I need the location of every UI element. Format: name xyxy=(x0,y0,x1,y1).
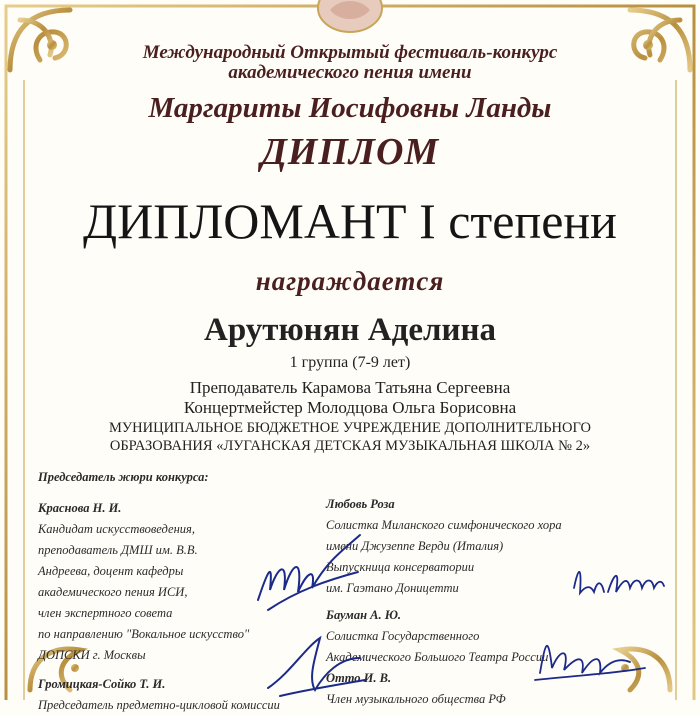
jury-member xyxy=(38,498,280,519)
age-group: 1 группа (7-9 лет) xyxy=(289,354,411,371)
festival-title-line1: Международный Открытый фестиваль-конкурс xyxy=(142,42,558,63)
teacher-line: Преподаватель Карамова Татьяна Сергеевна xyxy=(189,378,511,397)
accompanist-line: Концертмейстер Молодцова Ольга Борисовна xyxy=(183,398,517,417)
jury-member-credential: им. Гаэтано Доницетти xyxy=(326,581,459,595)
recipient-name: Арутюнян Аделина xyxy=(203,312,497,348)
jury-member-name: Отто И. В. xyxy=(326,671,392,685)
jury-right-column xyxy=(326,494,562,710)
jury-member-credential: академического пения ИСИ, xyxy=(38,585,188,599)
jury-member-credential: преподаватель ДМШ им. В.В. xyxy=(38,543,198,557)
jury-member-credential: ДОПСКИ г. Москвы xyxy=(38,648,146,662)
jury-member-credential: Академического Большого Театра России xyxy=(326,650,549,664)
jury-member-name: Краснова Н. И. xyxy=(38,501,122,515)
jury-chair-label: Председатель жюри конкурса: xyxy=(38,470,209,484)
festival-title-line3: Маргариты Иосифовны Ланды xyxy=(148,92,552,124)
jury-member-name: Любовь Роза xyxy=(326,497,395,511)
jury-member-credential: Председатель предметно-цикловой комиссии xyxy=(38,698,280,712)
jury-member-credential: Член музыкального общества РФ xyxy=(326,692,506,706)
jury-member-credential: член экспертного совета xyxy=(38,606,173,620)
jury-member-credential: имени Джузеппе Верди (Италия) xyxy=(326,539,504,553)
jury-member-name: Бауман А. Ю. xyxy=(326,608,402,622)
jury-member xyxy=(326,494,562,515)
school-name-line1: МУНИЦИПАЛЬНОЕ БЮДЖЕТНОЕ УЧРЕЖДЕНИЕ ДОПОЛНИТЕЛЬНОГО xyxy=(109,420,591,436)
jury-member xyxy=(326,605,562,626)
jury-member xyxy=(38,674,280,695)
jury-member-credential: Кандидат искусствоведения, xyxy=(38,522,195,536)
jury-left-column xyxy=(38,498,280,716)
awarded-label: награждается xyxy=(255,266,445,296)
jury-member-credential: Солистка Государственного xyxy=(326,629,480,643)
jury-member-credential: Выпускница консерватории xyxy=(326,560,475,574)
diploma-title: ДИПЛОМ xyxy=(260,131,440,173)
jury-member-credential: Андреева, доцент кафедры xyxy=(38,564,184,578)
jury-member-name: Громицкая-Сойко Т. И. xyxy=(38,677,166,691)
jury-member-credential: Солистка Миланского симфонического хора xyxy=(326,518,562,532)
festival-title-line2: академического пения имени xyxy=(228,62,472,83)
school-name-line2: ОБРАЗОВАНИЯ «ЛУГАНСКАЯ ДЕТСКАЯ МУЗЫКАЛЬНАЯ ШКОЛА № 2» xyxy=(109,438,591,454)
jury-member-credential: по направлению "Вокальное искусство" xyxy=(38,627,250,641)
degree-title: ДИПЛОМАНТ I степени xyxy=(83,193,617,249)
jury-member xyxy=(326,668,562,689)
